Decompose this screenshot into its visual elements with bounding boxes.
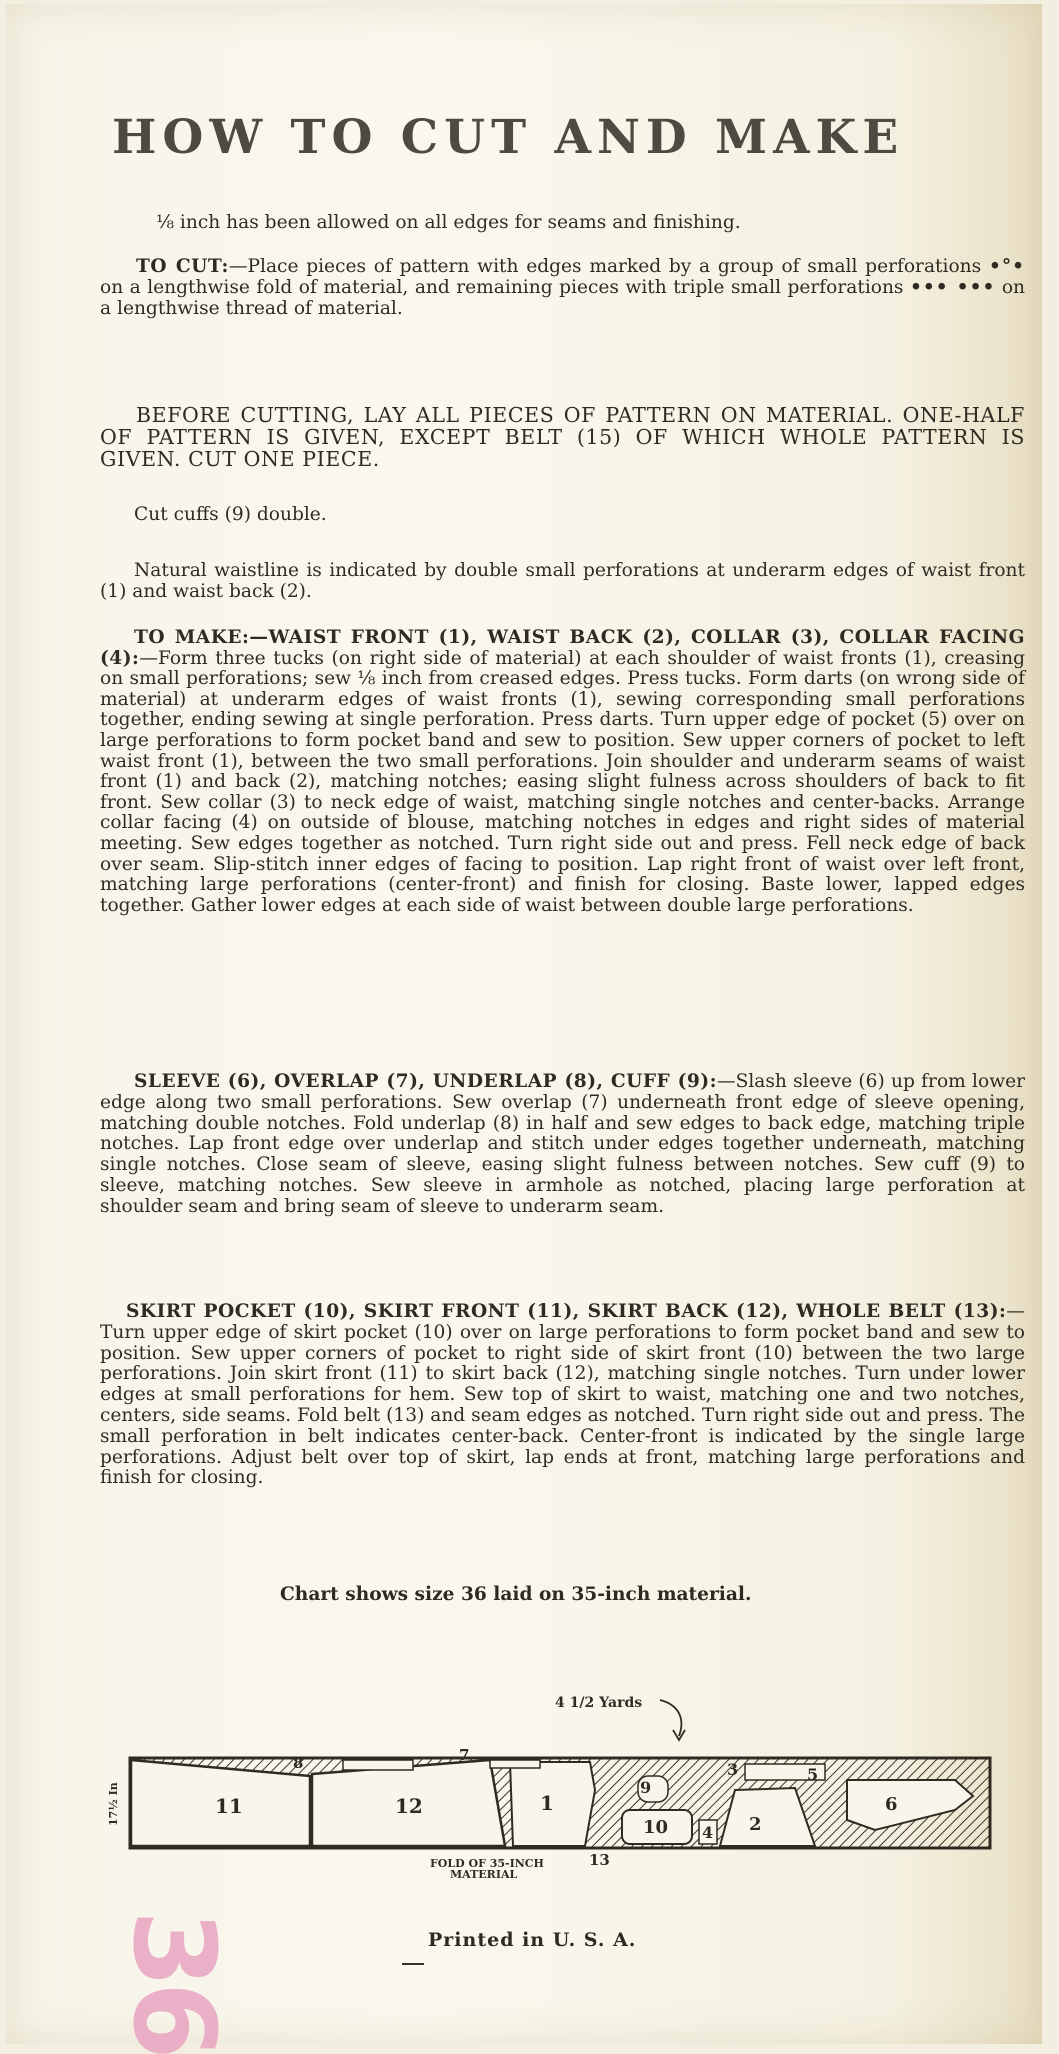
size-stamp-number: 36 bbox=[108, 1910, 238, 2054]
sleeve-heading: SLEEVE (6), OVERLAP (7), UNDERLAP (8), CUFF (9): bbox=[134, 1071, 717, 1092]
skirt-text: —Turn upper edge of skirt pocket (10) over on large perforations to form pocket band and sew to position. Sew upper corners of pocket to right side of skirt front (10) between the two large perforations. Join skirt front (11) to skirt back (12), matching single notches. Turn under lower edges at small perforations for hem. Sew top of skirt to waist, matching one and two notches, centers, side seams. Fold belt (13) and seam edges as notched. Turn right side out and press. The small perforation in belt indicates center-back. Center-front is indicated by the single large perforations. Adjust belt over top of skirt, lap ends at front, matching large perforations and finish for closing. bbox=[100, 1301, 1025, 1489]
waistline-note: Natural waistline is indicated by double small perforations at underarm edges of waist front (1) and waist back (2). bbox=[100, 560, 1025, 602]
fold-label-line-1: FOLD OF 35-INCH bbox=[430, 1857, 544, 1870]
piece-label-10: 10 bbox=[643, 1817, 669, 1838]
underlap-piece bbox=[343, 1760, 413, 1770]
piece-label-5: 5 bbox=[807, 1765, 819, 1784]
sleeve-section bbox=[100, 1072, 1025, 1218]
piece-label-4: 4 bbox=[702, 1823, 714, 1842]
piece-label-3: 3 bbox=[727, 1760, 739, 1779]
to-cut-heading: TO CUT: bbox=[136, 256, 229, 277]
piece-label-8: 8 bbox=[293, 1754, 304, 1772]
fold-label-line-2: MATERIAL bbox=[450, 1868, 518, 1881]
size-stamp bbox=[108, 1910, 240, 2054]
to-cut-section bbox=[100, 256, 1025, 319]
thread-perforation-symbol: ••• ••• bbox=[909, 277, 996, 298]
to-cut-text-c: on a lengthwise thread of material. bbox=[100, 277, 1026, 319]
sleeve-text: —Slash sleeve (6) up from lower edge along two small perforations. Sew overlap (7) underneath front edge of sleeve opening, matching double notches. Fold underlap (8) in half and sew edges to back edge, matching triple notches. Lap front edge over underlap and stitch under edges together underneath, matching single notches. Close seam of sleeve, easing slight fulness between notches. Sew cuff (9) to sleeve, matching notches. Sew sleeve in armhole as notched, placing large perforation at shoulder seam and bring seam of sleeve to underarm seam. bbox=[100, 1071, 1025, 1217]
piece-label-2: 2 bbox=[749, 1814, 762, 1835]
piece-label-12: 12 bbox=[395, 1794, 423, 1818]
yardage-label: 4 1/2 Yards bbox=[555, 1695, 643, 1711]
fold-perforation-symbol: •°• bbox=[988, 256, 1026, 277]
printed-in-usa: Printed in U. S. A. bbox=[428, 1929, 637, 1951]
piece-label-13: 13 bbox=[589, 1851, 610, 1869]
to-make-text: —Form three tucks (on right side of material) at each shoulder of waist fronts (1), creasing on small perforations; sew ⅛ inch from creased edges. Press tucks. Form darts (on wrong side of material) at underarm edges of waist fronts (1), sewing corresponding small perforations together, ending sewing at single perforation. Press darts. Turn upper edge of pocket (5) over on large perforations to form pocket band and sew to position. Sew upper corners of pocket to left waist front (1), between the two small perforations. Join shoulder and underarm seams of waist front (1) and back (2), matching notches; easing slight fulness across shoulders of back to fit front. Sew collar (3) to neck edge of waist, matching single notches and center-backs. Arrange collar facing (4) on outside of blouse, matching notches in edges and right sides of material meeting. Sew edges together as notched. Turn right side out and press. Fell neck edge of back over seam. Slip-stitch inner edges of facing to position. Lap right front of waist over left front, matching large perforations (center-front) and finish for closing. Baste lower, lapped edges together. Gather lower edges at each side of waist between double large perforations. bbox=[100, 647, 1025, 916]
skirt-heading: SKIRT POCKET (10), SKIRT FRONT (11), SKIRT BACK (12), WHOLE BELT (13): bbox=[126, 1301, 1007, 1322]
piece-label-6: 6 bbox=[885, 1794, 898, 1815]
before-cutting-paragraph: BEFORE CUTTING, LAY ALL PIECES OF PATTERN ON MATERIAL. ONE-HALF OF PATTERN IS GIVEN, EXCEPT BELT (15) OF WHICH WHOLE PATTERN IS GIVEN. CUT ONE PIECE. bbox=[100, 403, 1025, 471]
page-title: HOW TO CUT AND MAKE bbox=[112, 110, 905, 165]
footer-dash bbox=[402, 1963, 424, 1965]
piece-label-7: 7 bbox=[459, 1746, 470, 1764]
to-cut-text-b: on a lengthwise fold of material, and remaining pieces with triple small perforations bbox=[100, 277, 904, 298]
skirt-section bbox=[100, 1302, 1025, 1489]
overlap-piece bbox=[490, 1760, 540, 1768]
piece-label-11: 11 bbox=[215, 1794, 243, 1818]
chart-note: Chart shows size 36 laid on 35-inch material. bbox=[280, 1584, 752, 1605]
cuffs-note: Cut cuffs (9) double. bbox=[134, 504, 327, 525]
material-width-label: 17½ In bbox=[107, 1782, 120, 1826]
to-make-section bbox=[100, 628, 1025, 916]
to-make-heading: TO MAKE:—WAIST FRONT (1), WAIST BACK (2), COLLAR (3), COLLAR FACING (4): bbox=[100, 627, 1025, 669]
to-cut-text-a: —Place pieces of pattern with edges marked by a group of small perforations bbox=[228, 256, 982, 277]
seam-allowance-note: ⅛ inch has been allowed on all edges for seams and finishing. bbox=[156, 212, 741, 233]
piece-label-1: 1 bbox=[540, 1791, 554, 1815]
cutting-layout-diagram bbox=[95, 1660, 1015, 1890]
piece-label-9: 9 bbox=[640, 1778, 652, 1797]
